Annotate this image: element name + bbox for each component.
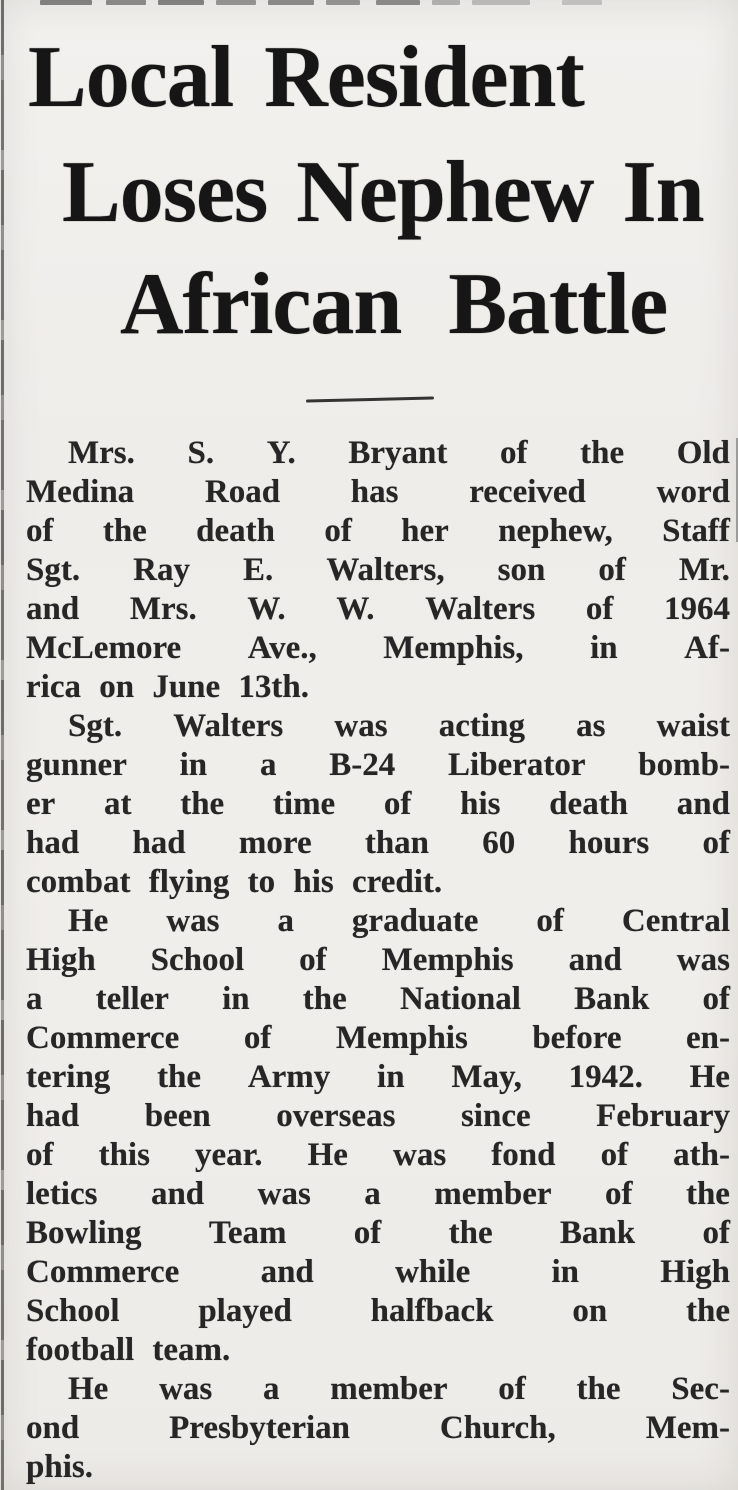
article-line: He was a member of the Sec-: [68, 1371, 730, 1407]
cropped-text-remnants: [0, 0, 738, 10]
article-line: phis.: [26, 1449, 93, 1485]
article-line: combat flying to his credit.: [26, 864, 443, 900]
article-line: a teller in the National Bank of: [26, 981, 730, 1017]
article-body: [26, 434, 730, 1487]
headline-divider-rule: [306, 396, 434, 402]
article-line: McLemore Ave., Memphis, in Af-: [26, 630, 730, 666]
cropped-line-fragment: [432, 0, 460, 5]
cropped-line-fragment: [472, 0, 530, 5]
article-line: tering the Army in May, 1942. He: [26, 1059, 730, 1095]
article-line: er at the time of his death and: [26, 786, 730, 822]
headline-line-3: African Battle: [120, 256, 668, 353]
article-line: had had more than 60 hours of: [26, 825, 730, 861]
article-line: Mrs. S. Y. Bryant of the Old: [68, 435, 730, 471]
cropped-line-fragment: [216, 0, 256, 5]
cropped-line-fragment: [268, 0, 314, 5]
cropped-line-fragment: [562, 0, 602, 5]
article-line: High School of Memphis and was: [26, 942, 730, 978]
article-line: He was a graduate of Central: [68, 903, 730, 939]
article-line: letics and was a member of the: [26, 1176, 730, 1212]
article-line: gunner in a B-24 Liberator bomb-: [26, 747, 730, 783]
headline-line-2: Loses Nephew In: [62, 144, 704, 241]
article-line: Medina Road has received word: [26, 474, 730, 510]
article-line: ond Presbyterian Church, Mem-: [26, 1410, 730, 1446]
article-line: School played halfback on the: [26, 1293, 730, 1329]
article-line: Commerce and while in High: [26, 1254, 730, 1290]
article-line: of the death of her nephew, Staff: [26, 513, 730, 549]
column-rule-left: [1, 0, 4, 1490]
article-line: football team.: [26, 1332, 231, 1368]
article-line: and Mrs. W. W. Walters of 1964: [26, 591, 730, 627]
cropped-line-fragment: [376, 0, 420, 5]
cropped-line-fragment: [326, 0, 360, 5]
cropped-line-fragment: [40, 0, 92, 5]
cropped-line-fragment: [106, 0, 146, 5]
article-line: Bowling Team of the Bank of: [26, 1215, 730, 1251]
article-line: of this year. He was fond of ath-: [26, 1137, 730, 1173]
article-line: Commerce of Memphis before en-: [26, 1020, 730, 1056]
headline-line-1: Local Resident: [28, 29, 584, 126]
article-line: rica on June 13th.: [26, 669, 310, 705]
article-line: Sgt. Ray E. Walters, son of Mr.: [26, 552, 730, 588]
article-line: had been overseas since February: [26, 1098, 730, 1134]
article-line: Sgt. Walters was acting as waist: [68, 708, 730, 744]
cropped-line-fragment: [158, 0, 204, 5]
